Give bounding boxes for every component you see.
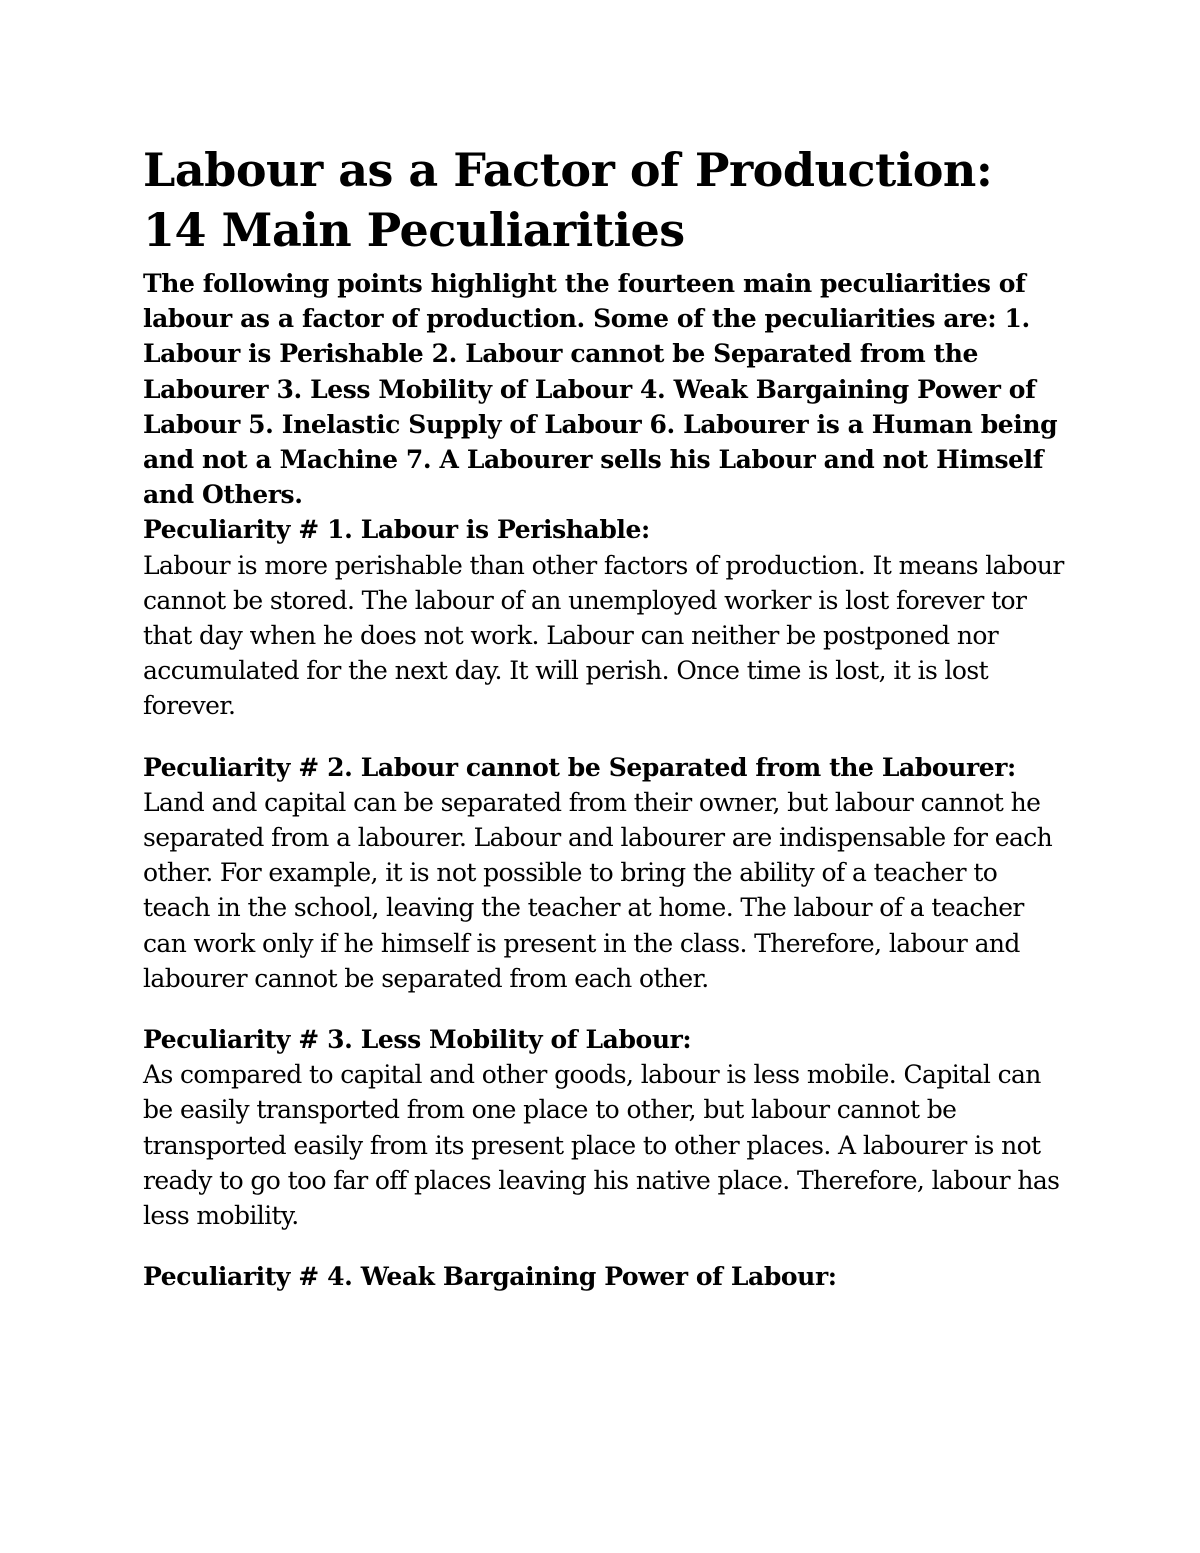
document-intro: The following points highlight the fourteen main peculiarities of labour as a factor of production. Some of the peculiarities are: 1. Labour is Perishable 2. Labour cannot be Separated from the Labourer 3. Less Mobility of Labour 4. Weak Bargaining Power of Labour 5. Inelastic Supply of Labour 6. Labourer is a Human being and not a Machine 7. A Labourer sells his Labour and not Himself and Others.: [143, 269, 1058, 510]
section-heading: Peculiarity # 3. Less Mobility of Labour:: [143, 1025, 692, 1055]
section-heading: Peculiarity # 4. Weak Bargaining Power of Labour:: [143, 1262, 837, 1292]
section-heading: Peculiarity # 2. Labour cannot be Separated from the Labourer:: [143, 752, 1016, 782]
section-spacer: [143, 1233, 1068, 1259]
section-heading: Peculiarity # 1. Labour is Perishable:: [143, 515, 650, 545]
section-3: [143, 1022, 1068, 1233]
document-page: [143, 140, 1068, 1294]
section-2: [143, 750, 1068, 996]
section-body: Land and capital can be separated from their owner, but labour cannot he separated from a labourer. Labour and labourer are indispensable for each other. For example, it is not possible to bring the ability of a teacher to teach in the school, leaving the teacher at home. The labour of a teacher can work only if he himself is present in the class. Therefore, labour and labourer cannot be separated from each other.: [143, 787, 1053, 993]
section-4: [143, 1259, 1068, 1294]
section-spacer: [143, 996, 1068, 1022]
document-title: Labour as a Factor of Production: 14 Main Peculiarities: [143, 143, 993, 257]
section-body: As compared to capital and other goods, labour is less mobile. Capital can be easily transported from one place to other, but labour cannot be transported easily from its present place to other places. A labourer is not ready to go too far off places leaving his native place. Therefore, labour has less mobility.: [143, 1060, 1060, 1231]
section-1: [143, 512, 1068, 723]
section-body: Labour is more perishable than other factors of production. It means labour cannot be stored. The labour of an unemployed worker is lost forever tor that day when he does not work. Labour can neither be postponed nor accumulated for the next day. It will perish. Once time is lost, it is lost forever.: [143, 550, 1064, 721]
section-spacer: [143, 724, 1068, 750]
